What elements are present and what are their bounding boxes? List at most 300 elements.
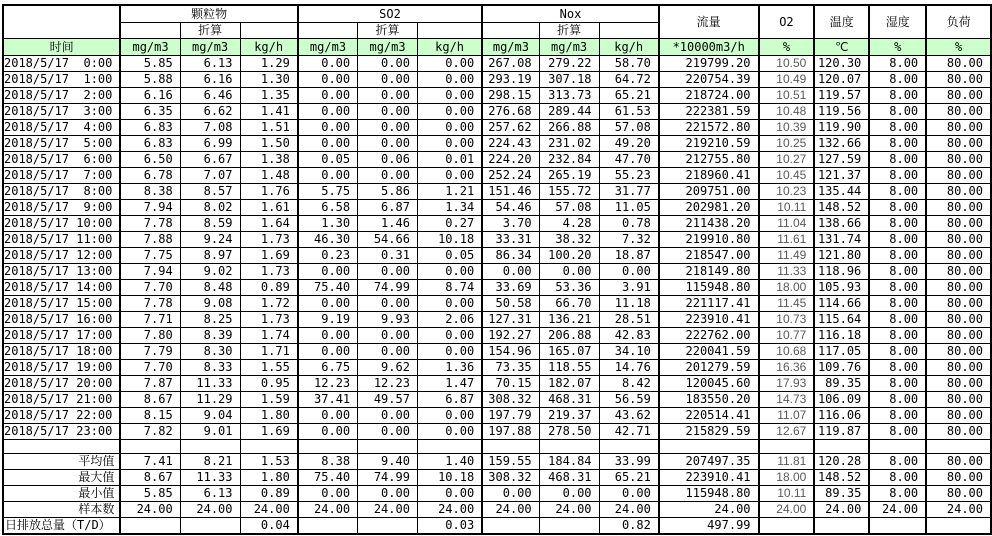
value-cell[interactable]: 8.00 <box>869 120 926 136</box>
value-cell[interactable]: 54.66 <box>358 232 418 248</box>
value-cell[interactable]: 135.44 <box>814 184 869 200</box>
value-cell[interactable]: 215829.59 <box>659 424 759 440</box>
data-row-label[interactable]: 2018/5/17 4:00 <box>3 120 120 136</box>
value-cell[interactable]: 8.00 <box>869 392 926 408</box>
value-cell[interactable]: 8.02 <box>180 200 240 216</box>
value-cell[interactable]: 0.27 <box>417 216 482 232</box>
value-cell[interactable]: 10.23 <box>759 184 815 200</box>
value-cell[interactable]: 1.80 <box>240 408 298 424</box>
value-cell[interactable]: 136.21 <box>539 312 599 328</box>
data-row-label[interactable]: 2018/5/17 3:00 <box>3 104 120 120</box>
value-cell[interactable]: 257.62 <box>482 120 539 136</box>
value-cell[interactable]: 7.78 <box>120 216 180 232</box>
data-row-label[interactable]: 2018/5/17 19:00 <box>3 360 120 376</box>
value-cell[interactable]: 8.00 <box>869 454 926 470</box>
value-cell[interactable]: 165.07 <box>539 344 599 360</box>
value-cell[interactable]: 0.00 <box>298 344 358 360</box>
value-cell[interactable]: 80.00 <box>926 168 991 184</box>
value-cell[interactable]: 308.32 <box>482 470 539 486</box>
value-cell[interactable]: 206.88 <box>539 328 599 344</box>
value-cell[interactable]: 8.00 <box>869 376 926 392</box>
value-cell[interactable]: 265.19 <box>539 168 599 184</box>
value-cell[interactable]: 5.88 <box>120 72 180 88</box>
value-cell[interactable]: 10.45 <box>759 168 815 184</box>
value-cell[interactable]: 80.00 <box>926 328 991 344</box>
data-row-label[interactable]: 2018/5/17 21:00 <box>3 392 120 408</box>
value-cell[interactable]: 11.05 <box>599 200 659 216</box>
value-cell[interactable]: 120.30 <box>814 56 869 72</box>
value-cell[interactable]: 0.00 <box>298 486 358 502</box>
value-cell[interactable]: 9.40 <box>358 454 418 470</box>
value-cell[interactable]: 0.00 <box>298 408 358 424</box>
value-cell[interactable]: 115948.80 <box>659 486 759 502</box>
value-cell[interactable]: 223910.41 <box>659 312 759 328</box>
value-cell[interactable]: 65.21 <box>599 470 659 486</box>
value-cell[interactable]: 118.55 <box>539 360 599 376</box>
value-cell[interactable]: 1.73 <box>240 312 298 328</box>
value-cell[interactable]: 0.00 <box>358 328 418 344</box>
value-cell[interactable]: 0.00 <box>539 264 599 280</box>
value-cell[interactable]: 7.07 <box>180 168 240 184</box>
value-cell[interactable]: 0.95 <box>240 376 298 392</box>
value-cell[interactable]: 8.97 <box>180 248 240 264</box>
value-cell[interactable]: 0.00 <box>599 486 659 502</box>
value-cell[interactable]: 115.64 <box>814 312 869 328</box>
value-cell[interactable]: 31.77 <box>599 184 659 200</box>
value-cell[interactable]: 80.00 <box>926 120 991 136</box>
value-cell[interactable]: 266.88 <box>539 120 599 136</box>
value-cell[interactable]: 116.06 <box>814 408 869 424</box>
value-cell[interactable]: 1.72 <box>240 296 298 312</box>
value-cell[interactable]: 8.00 <box>869 328 926 344</box>
value-cell[interactable]: 0.82 <box>599 518 659 535</box>
value-cell[interactable]: 33.69 <box>482 280 539 296</box>
data-row-label[interactable]: 2018/5/17 17:00 <box>3 328 120 344</box>
value-cell[interactable]: 80.00 <box>926 296 991 312</box>
value-cell[interactable]: 43.62 <box>599 408 659 424</box>
value-cell[interactable]: 0.03 <box>417 518 482 535</box>
value-cell[interactable]: 7.75 <box>120 248 180 264</box>
value-cell[interactable]: 116.18 <box>814 328 869 344</box>
value-cell[interactable]: 1.34 <box>417 200 482 216</box>
value-cell[interactable]: 10.68 <box>759 344 815 360</box>
value-cell[interactable]: 11.29 <box>180 392 240 408</box>
value-cell[interactable]: 6.13 <box>180 56 240 72</box>
value-cell[interactable]: 7.32 <box>599 232 659 248</box>
value-cell[interactable]: 34.10 <box>599 344 659 360</box>
value-cell[interactable]: 313.73 <box>539 88 599 104</box>
value-cell[interactable]: 80.00 <box>926 136 991 152</box>
value-cell[interactable]: 121.37 <box>814 168 869 184</box>
value-cell[interactable]: 132.66 <box>814 136 869 152</box>
value-cell[interactable]: 1.40 <box>417 454 482 470</box>
data-row-label[interactable]: 2018/5/17 11:00 <box>3 232 120 248</box>
value-cell[interactable]: 119.90 <box>814 120 869 136</box>
value-cell[interactable]: 11.18 <box>599 296 659 312</box>
value-cell[interactable]: 197.88 <box>482 424 539 440</box>
value-cell[interactable] <box>180 518 240 535</box>
value-cell[interactable]: 120.28 <box>814 454 869 470</box>
value-cell[interactable]: 8.30 <box>180 344 240 360</box>
value-cell[interactable]: 232.84 <box>539 152 599 168</box>
value-cell[interactable]: 0.00 <box>417 408 482 424</box>
value-cell[interactable]: 7.88 <box>120 232 180 248</box>
value-cell[interactable]: 80.00 <box>926 216 991 232</box>
value-cell[interactable]: 1.30 <box>298 216 358 232</box>
value-cell[interactable]: 106.09 <box>814 392 869 408</box>
value-cell[interactable]: 42.83 <box>599 328 659 344</box>
value-cell[interactable]: 119.57 <box>814 88 869 104</box>
value-cell[interactable]: 24.00 <box>599 502 659 518</box>
value-cell[interactable]: 58.70 <box>599 56 659 72</box>
value-cell[interactable]: 80.00 <box>926 104 991 120</box>
value-cell[interactable]: 468.31 <box>539 392 599 408</box>
value-cell[interactable]: 221117.41 <box>659 296 759 312</box>
value-cell[interactable]: 66.70 <box>539 296 599 312</box>
value-cell[interactable]: 24.00 <box>759 502 815 518</box>
value-cell[interactable]: 6.13 <box>180 486 240 502</box>
value-cell[interactable]: 0.00 <box>417 168 482 184</box>
value-cell[interactable]: 1.74 <box>240 328 298 344</box>
value-cell[interactable]: 3.91 <box>599 280 659 296</box>
value-cell[interactable]: 0.00 <box>358 408 418 424</box>
value-cell[interactable]: 65.21 <box>599 88 659 104</box>
value-cell[interactable]: 8.00 <box>869 72 926 88</box>
value-cell[interactable]: 7.94 <box>120 264 180 280</box>
value-cell[interactable]: 80.00 <box>926 344 991 360</box>
value-cell[interactable]: 8.00 <box>869 486 926 502</box>
value-cell[interactable]: 105.93 <box>814 280 869 296</box>
value-cell[interactable]: 8.21 <box>180 454 240 470</box>
value-cell[interactable]: 28.51 <box>599 312 659 328</box>
value-cell[interactable]: 11.33 <box>180 470 240 486</box>
value-cell[interactable]: 0.00 <box>298 120 358 136</box>
value-cell[interactable]: 223910.41 <box>659 470 759 486</box>
value-cell[interactable]: 9.93 <box>358 312 418 328</box>
value-cell[interactable]: 6.87 <box>417 392 482 408</box>
summary-row-label[interactable]: 最大值 <box>3 470 120 486</box>
value-cell[interactable]: 0.00 <box>298 56 358 72</box>
value-cell[interactable]: 0.23 <box>298 248 358 264</box>
value-cell[interactable]: 80.00 <box>926 392 991 408</box>
value-cell[interactable]: 127.59 <box>814 152 869 168</box>
value-cell[interactable]: 33.99 <box>599 454 659 470</box>
value-cell[interactable]: 10.39 <box>759 120 815 136</box>
value-cell[interactable]: 80.00 <box>926 56 991 72</box>
value-cell[interactable]: 9.19 <box>298 312 358 328</box>
value-cell[interactable]: 8.42 <box>599 376 659 392</box>
value-cell[interactable]: 8.00 <box>869 470 926 486</box>
value-cell[interactable]: 1.73 <box>240 232 298 248</box>
value-cell[interactable] <box>120 518 180 535</box>
value-cell[interactable]: 14.73 <box>759 392 815 408</box>
value-cell[interactable]: 7.82 <box>120 424 180 440</box>
value-cell[interactable]: 197.79 <box>482 408 539 424</box>
value-cell[interactable]: 231.02 <box>539 136 599 152</box>
value-cell[interactable]: 74.99 <box>358 470 418 486</box>
value-cell[interactable]: 308.32 <box>482 392 539 408</box>
value-cell[interactable]: 80.00 <box>926 376 991 392</box>
value-cell[interactable]: 219210.59 <box>659 136 759 152</box>
value-cell[interactable]: 80.00 <box>926 200 991 216</box>
value-cell[interactable]: 117.05 <box>814 344 869 360</box>
value-cell[interactable]: 0.00 <box>417 72 482 88</box>
value-cell[interactable]: 154.96 <box>482 344 539 360</box>
value-cell[interactable]: 121.80 <box>814 248 869 264</box>
value-cell[interactable]: 0.00 <box>417 344 482 360</box>
value-cell[interactable] <box>539 518 599 535</box>
value-cell[interactable]: 7.80 <box>120 328 180 344</box>
value-cell[interactable]: 8.00 <box>869 184 926 200</box>
value-cell[interactable]: 1.71 <box>240 344 298 360</box>
value-cell[interactable]: 0.78 <box>599 216 659 232</box>
value-cell[interactable]: 114.66 <box>814 296 869 312</box>
value-cell[interactable]: 279.22 <box>539 56 599 72</box>
value-cell[interactable]: 80.00 <box>926 184 991 200</box>
value-cell[interactable]: 6.67 <box>180 152 240 168</box>
value-cell[interactable]: 100.20 <box>539 248 599 264</box>
value-cell[interactable]: 8.67 <box>120 470 180 486</box>
data-row-label[interactable]: 2018/5/17 18:00 <box>3 344 120 360</box>
value-cell[interactable] <box>298 518 358 535</box>
value-cell[interactable]: 10.18 <box>417 470 482 486</box>
value-cell[interactable]: 80.00 <box>926 280 991 296</box>
value-cell[interactable]: 182.07 <box>539 376 599 392</box>
value-cell[interactable]: 64.72 <box>599 72 659 88</box>
value-cell[interactable]: 151.46 <box>482 184 539 200</box>
value-cell[interactable]: 80.00 <box>926 248 991 264</box>
value-cell[interactable]: 12.23 <box>298 376 358 392</box>
value-cell[interactable]: 6.83 <box>120 120 180 136</box>
value-cell[interactable] <box>358 518 418 535</box>
value-cell[interactable]: 24.00 <box>180 502 240 518</box>
value-cell[interactable]: 11.07 <box>759 408 815 424</box>
value-cell[interactable]: 0.05 <box>298 152 358 168</box>
value-cell[interactable]: 24.00 <box>539 502 599 518</box>
value-cell[interactable]: 33.31 <box>482 232 539 248</box>
value-cell[interactable]: 9.02 <box>180 264 240 280</box>
value-cell[interactable]: 10.11 <box>759 200 815 216</box>
data-row-label[interactable]: 2018/5/17 10:00 <box>3 216 120 232</box>
value-cell[interactable]: 220754.39 <box>659 72 759 88</box>
data-row-label[interactable]: 2018/5/17 2:00 <box>3 88 120 104</box>
value-cell[interactable]: 221572.80 <box>659 120 759 136</box>
value-cell[interactable]: 8.39 <box>180 328 240 344</box>
value-cell[interactable]: 8.00 <box>869 296 926 312</box>
value-cell[interactable]: 1.80 <box>240 470 298 486</box>
value-cell[interactable]: 0.89 <box>240 280 298 296</box>
value-cell[interactable]: 8.74 <box>417 280 482 296</box>
value-cell[interactable]: 10.50 <box>759 56 815 72</box>
value-cell[interactable]: 3.70 <box>482 216 539 232</box>
value-cell[interactable]: 8.00 <box>869 280 926 296</box>
value-cell[interactable]: 0.00 <box>298 88 358 104</box>
value-cell[interactable]: 0.05 <box>417 248 482 264</box>
value-cell[interactable]: 219910.80 <box>659 232 759 248</box>
value-cell[interactable]: 7.78 <box>120 296 180 312</box>
value-cell[interactable]: 24.00 <box>814 502 869 518</box>
value-cell[interactable]: 24.00 <box>298 502 358 518</box>
value-cell[interactable]: 18.00 <box>759 280 815 296</box>
value-cell[interactable]: 5.75 <box>298 184 358 200</box>
value-cell[interactable]: 9.01 <box>180 424 240 440</box>
value-cell[interactable]: 11.49 <box>759 248 815 264</box>
value-cell[interactable]: 86.34 <box>482 248 539 264</box>
value-cell[interactable]: 8.00 <box>869 104 926 120</box>
value-cell[interactable]: 0.00 <box>298 264 358 280</box>
value-cell[interactable]: 5.86 <box>358 184 418 200</box>
value-cell[interactable]: 148.52 <box>814 470 869 486</box>
value-cell[interactable]: 10.25 <box>759 136 815 152</box>
value-cell[interactable]: 224.43 <box>482 136 539 152</box>
value-cell[interactable]: 6.35 <box>120 104 180 120</box>
value-cell[interactable]: 0.00 <box>417 104 482 120</box>
value-cell[interactable]: 80.00 <box>926 408 991 424</box>
value-cell[interactable]: 8.48 <box>180 280 240 296</box>
value-cell[interactable]: 278.50 <box>539 424 599 440</box>
value-cell[interactable]: 8.00 <box>869 408 926 424</box>
value-cell[interactable]: 218547.00 <box>659 248 759 264</box>
value-cell[interactable]: 8.00 <box>869 424 926 440</box>
data-row-label[interactable]: 2018/5/17 16:00 <box>3 312 120 328</box>
value-cell[interactable]: 118.96 <box>814 264 869 280</box>
data-row-label[interactable]: 2018/5/17 15:00 <box>3 296 120 312</box>
value-cell[interactable]: 9.08 <box>180 296 240 312</box>
data-row-label[interactable]: 2018/5/17 14:00 <box>3 280 120 296</box>
value-cell[interactable]: 18.00 <box>759 470 815 486</box>
value-cell[interactable]: 8.00 <box>869 88 926 104</box>
value-cell[interactable]: 307.18 <box>539 72 599 88</box>
value-cell[interactable]: 1.47 <box>417 376 482 392</box>
value-cell[interactable]: 0.00 <box>358 264 418 280</box>
value-cell[interactable]: 8.67 <box>120 392 180 408</box>
value-cell[interactable]: 75.40 <box>298 470 358 486</box>
value-cell[interactable]: 1.55 <box>240 360 298 376</box>
value-cell[interactable]: 8.33 <box>180 360 240 376</box>
value-cell[interactable]: 24.00 <box>869 502 926 518</box>
value-cell[interactable]: 24.00 <box>926 502 991 518</box>
value-cell[interactable]: 70.15 <box>482 376 539 392</box>
value-cell[interactable]: 1.76 <box>240 184 298 200</box>
value-cell[interactable]: 497.99 <box>659 518 759 535</box>
value-cell[interactable]: 219.37 <box>539 408 599 424</box>
value-cell[interactable]: 8.00 <box>869 152 926 168</box>
value-cell[interactable]: 24.00 <box>659 502 759 518</box>
value-cell[interactable]: 10.73 <box>759 312 815 328</box>
value-cell[interactable]: 8.00 <box>869 168 926 184</box>
value-cell[interactable]: 11.61 <box>759 232 815 248</box>
value-cell[interactable]: 0.00 <box>358 88 418 104</box>
data-row-label[interactable]: 2018/5/17 7:00 <box>3 168 120 184</box>
value-cell[interactable]: 8.00 <box>869 344 926 360</box>
value-cell[interactable]: 192.27 <box>482 328 539 344</box>
value-cell[interactable]: 4.28 <box>539 216 599 232</box>
value-cell[interactable]: 1.48 <box>240 168 298 184</box>
value-cell[interactable]: 6.83 <box>120 136 180 152</box>
value-cell[interactable]: 6.78 <box>120 168 180 184</box>
value-cell[interactable] <box>869 518 926 535</box>
value-cell[interactable]: 183550.20 <box>659 392 759 408</box>
value-cell[interactable]: 6.87 <box>358 200 418 216</box>
value-cell[interactable]: 7.94 <box>120 200 180 216</box>
value-cell[interactable]: 8.15 <box>120 408 180 424</box>
value-cell[interactable]: 89.35 <box>814 376 869 392</box>
data-row-label[interactable]: 2018/5/17 0:00 <box>3 56 120 72</box>
value-cell[interactable]: 1.41 <box>240 104 298 120</box>
value-cell[interactable]: 8.00 <box>869 360 926 376</box>
value-cell[interactable]: 0.31 <box>358 248 418 264</box>
value-cell[interactable]: 0.00 <box>417 486 482 502</box>
value-cell[interactable]: 11.33 <box>180 376 240 392</box>
value-cell[interactable]: 119.87 <box>814 424 869 440</box>
value-cell[interactable]: 298.15 <box>482 88 539 104</box>
value-cell[interactable]: 57.08 <box>599 120 659 136</box>
value-cell[interactable]: 0.01 <box>417 152 482 168</box>
value-cell[interactable]: 6.99 <box>180 136 240 152</box>
value-cell[interactable]: 131.74 <box>814 232 869 248</box>
value-cell[interactable]: 1.21 <box>417 184 482 200</box>
value-cell[interactable]: 6.50 <box>120 152 180 168</box>
value-cell[interactable]: 0.00 <box>358 486 418 502</box>
data-row-label[interactable]: 2018/5/17 6:00 <box>3 152 120 168</box>
value-cell[interactable]: 8.00 <box>869 312 926 328</box>
value-cell[interactable]: 80.00 <box>926 72 991 88</box>
value-cell[interactable]: 80.00 <box>926 486 991 502</box>
value-cell[interactable]: 8.38 <box>298 454 358 470</box>
value-cell[interactable]: 202981.20 <box>659 200 759 216</box>
data-row-label[interactable]: 2018/5/17 22:00 <box>3 408 120 424</box>
value-cell[interactable]: 148.52 <box>814 200 869 216</box>
value-cell[interactable]: 80.00 <box>926 312 991 328</box>
value-cell[interactable]: 80.00 <box>926 470 991 486</box>
value-cell[interactable]: 0.00 <box>417 424 482 440</box>
value-cell[interactable]: 212755.80 <box>659 152 759 168</box>
value-cell[interactable]: 0.89 <box>240 486 298 502</box>
value-cell[interactable]: 80.00 <box>926 232 991 248</box>
value-cell[interactable]: 1.64 <box>240 216 298 232</box>
value-cell[interactable]: 201279.59 <box>659 360 759 376</box>
value-cell[interactable]: 24.00 <box>417 502 482 518</box>
value-cell[interactable]: 75.40 <box>298 280 358 296</box>
value-cell[interactable]: 218724.00 <box>659 88 759 104</box>
value-cell[interactable]: 159.55 <box>482 454 539 470</box>
value-cell[interactable]: 468.31 <box>539 470 599 486</box>
value-cell[interactable]: 267.08 <box>482 56 539 72</box>
value-cell[interactable]: 8.00 <box>869 264 926 280</box>
value-cell[interactable]: 1.29 <box>240 56 298 72</box>
value-cell[interactable]: 8.00 <box>869 56 926 72</box>
value-cell[interactable]: 10.27 <box>759 152 815 168</box>
value-cell[interactable]: 5.85 <box>120 486 180 502</box>
value-cell[interactable]: 184.84 <box>539 454 599 470</box>
data-row-label[interactable]: 2018/5/17 12:00 <box>3 248 120 264</box>
value-cell[interactable]: 24.00 <box>240 502 298 518</box>
value-cell[interactable]: 10.51 <box>759 88 815 104</box>
value-cell[interactable]: 7.41 <box>120 454 180 470</box>
value-cell[interactable] <box>482 518 539 535</box>
value-cell[interactable]: 6.46 <box>180 88 240 104</box>
value-cell[interactable]: 7.79 <box>120 344 180 360</box>
value-cell[interactable]: 8.00 <box>869 216 926 232</box>
value-cell[interactable]: 53.36 <box>539 280 599 296</box>
value-cell[interactable]: 0.00 <box>298 328 358 344</box>
value-cell[interactable]: 7.70 <box>120 280 180 296</box>
value-cell[interactable]: 293.19 <box>482 72 539 88</box>
value-cell[interactable]: 0.00 <box>417 120 482 136</box>
value-cell[interactable]: 9.04 <box>180 408 240 424</box>
value-cell[interactable]: 211438.20 <box>659 216 759 232</box>
value-cell[interactable]: 7.71 <box>120 312 180 328</box>
